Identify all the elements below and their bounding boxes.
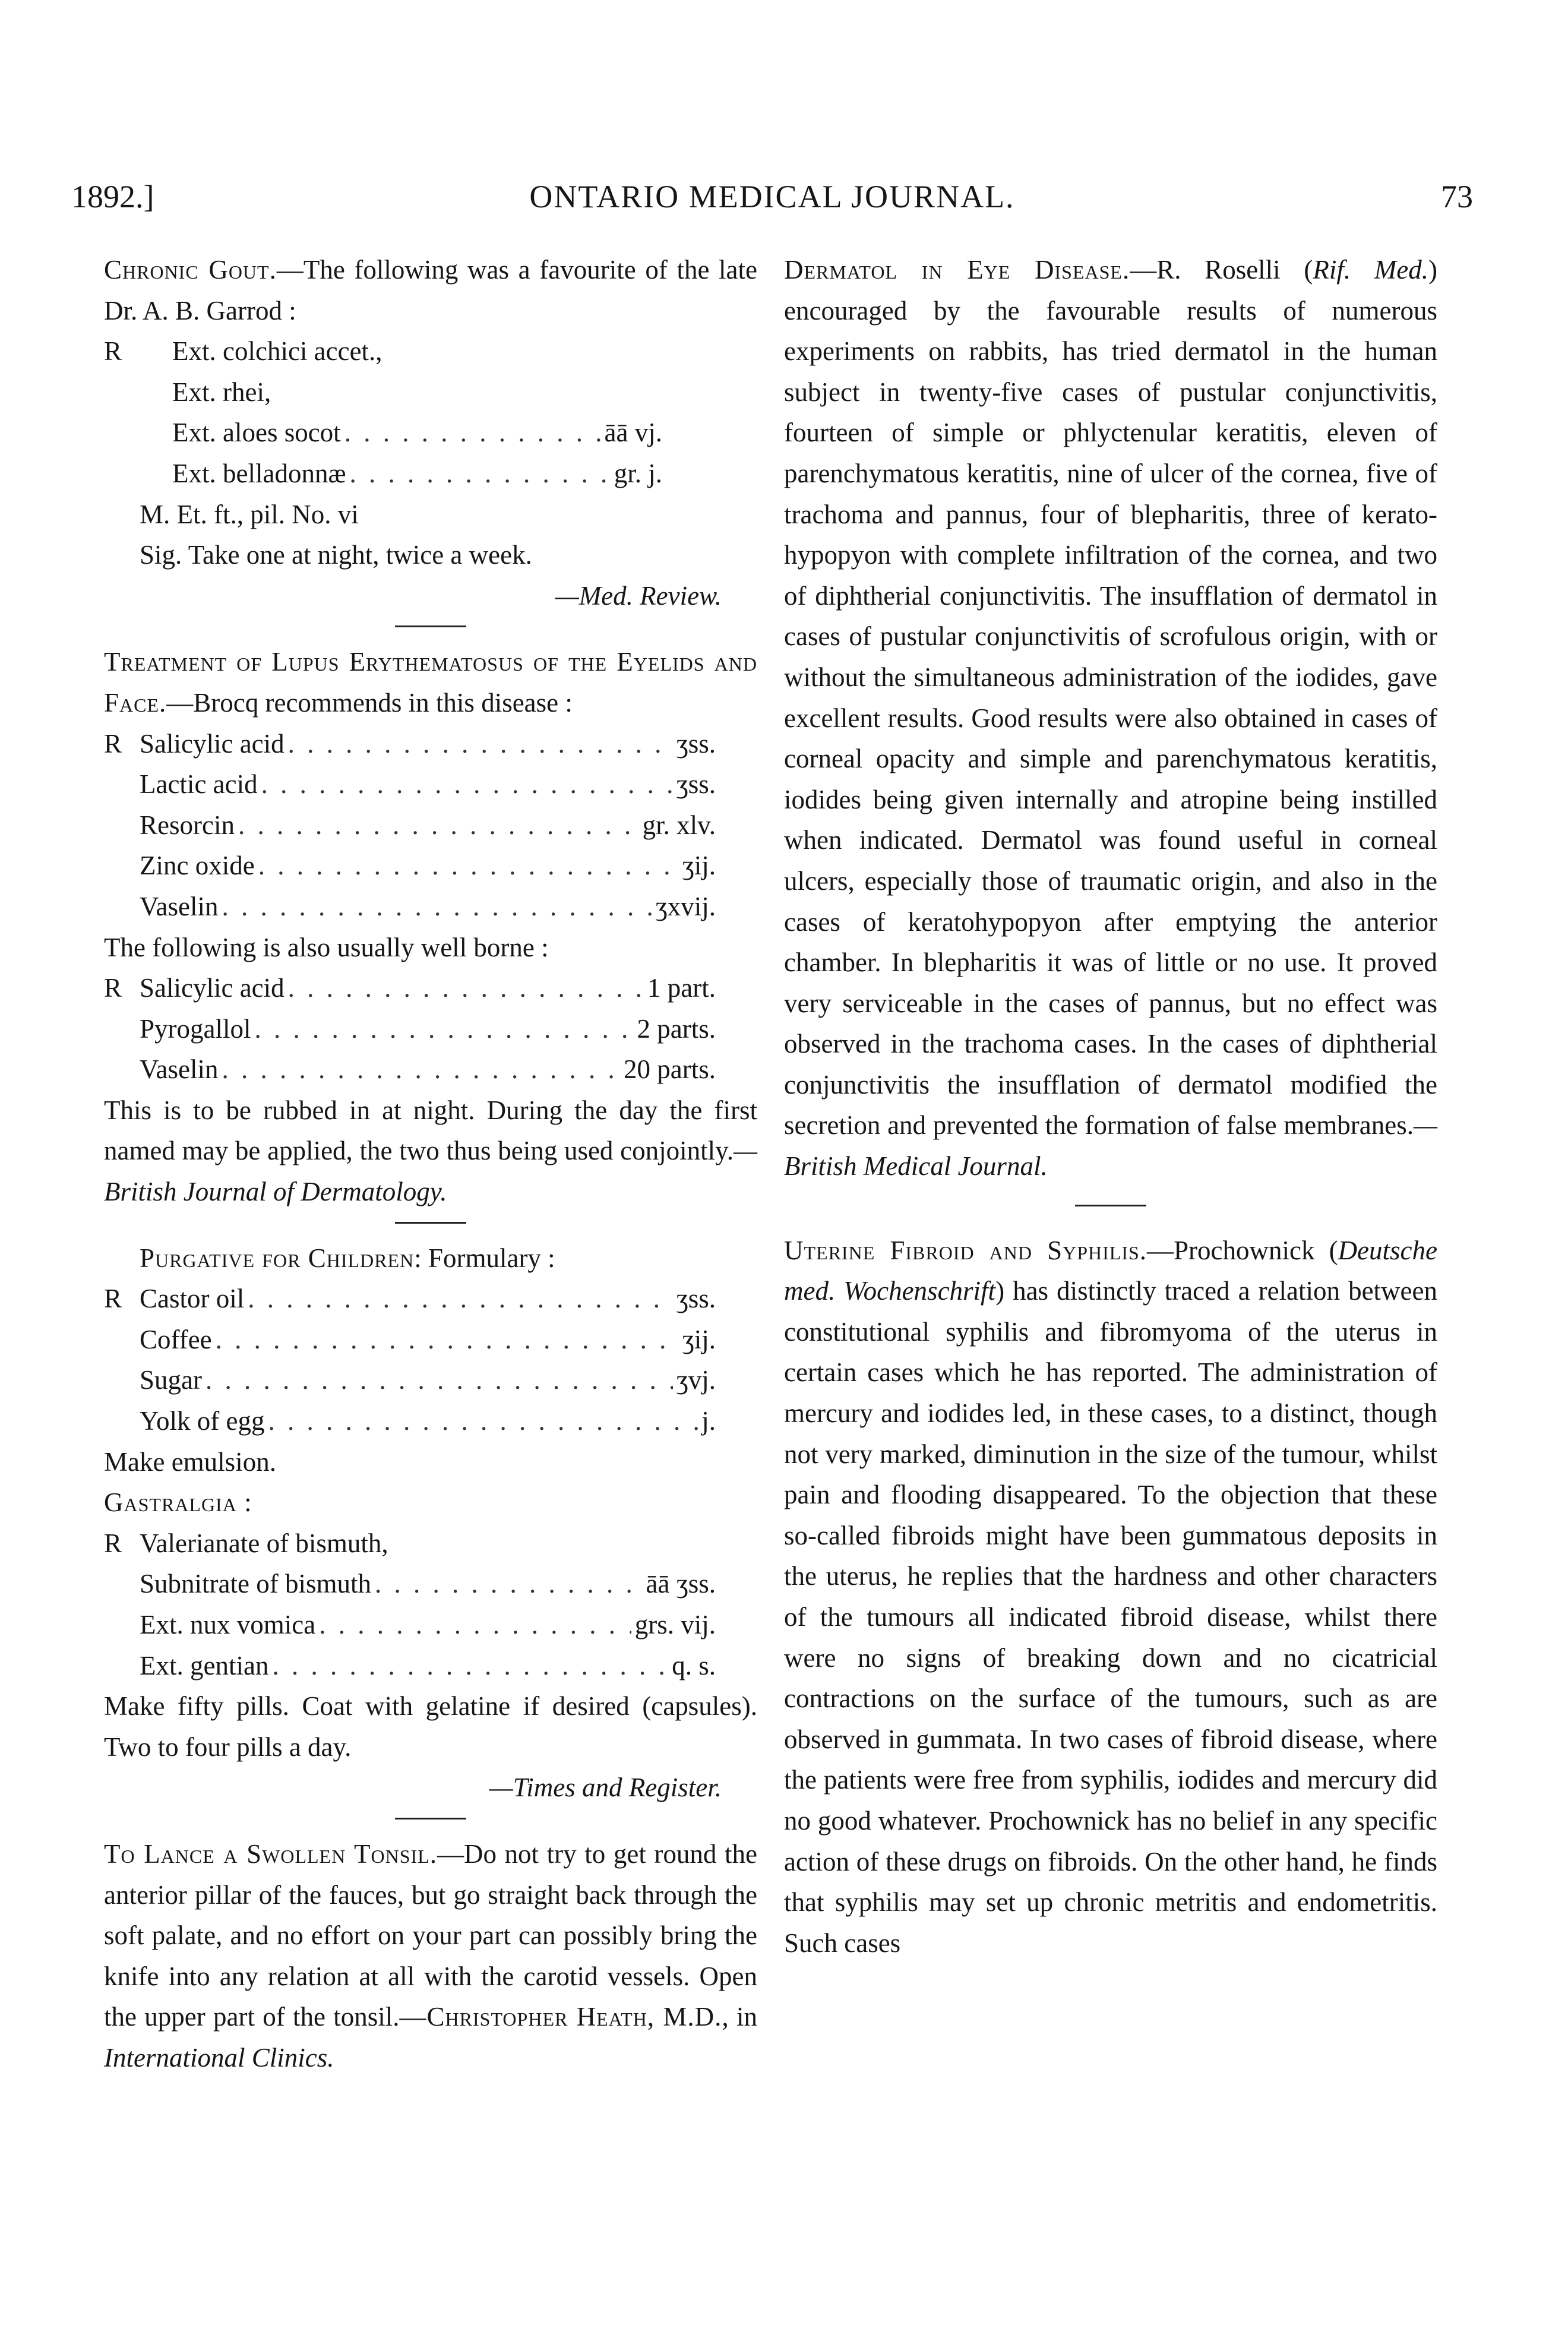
header-year: 1892.] xyxy=(71,179,154,214)
tonsil-title: To Lance a Swollen Tonsil. xyxy=(104,1838,437,1869)
right-column xyxy=(784,249,1437,1963)
rx-line: R Valerianate of bismuth, xyxy=(104,1528,388,1558)
chronic-gout-article xyxy=(104,249,757,616)
dermatol-article xyxy=(784,249,1437,1187)
tonsil-article xyxy=(104,1834,757,2078)
purgative-prescription xyxy=(104,1278,757,1441)
rx-directions: M. Et. ft., pil. No. vi xyxy=(140,499,359,529)
rx-line: Resorcin . . . gr. xlv. xyxy=(104,805,716,846)
lupus-prescription-1 xyxy=(104,724,757,927)
section-divider xyxy=(395,1818,466,1819)
gastralgia-source: —Times and Register. xyxy=(489,1773,722,1803)
uterine-article xyxy=(784,1230,1437,1964)
purgative-article xyxy=(104,1238,757,1483)
lupus-middle-text: The following is also usually well borne : xyxy=(104,932,549,962)
rx-line: Ext. aloes socot . . . āā vj. xyxy=(104,412,757,453)
chronic-gout-title: Chronic Gout. xyxy=(104,255,277,285)
section-divider xyxy=(1075,1205,1146,1206)
tonsil-author: —Christopher Heath, M.D. xyxy=(399,2002,722,2032)
tonsil-source: International Clinics. xyxy=(104,2042,334,2073)
gastralgia-prescription xyxy=(104,1523,757,1686)
section-divider xyxy=(395,626,466,627)
lupus-article xyxy=(104,642,757,1212)
lupus-body: This is to be rubbed in at night. During the day the first named may be applied, the two thus being used conjointly.—British Journal of Dermatology. xyxy=(104,1095,757,1207)
header-title: ONTARIO MEDICAL JOURNAL. xyxy=(529,179,1015,214)
rx-line: R Castor oil . . . ʒss. xyxy=(104,1278,716,1319)
purgative-closing: Make emulsion. xyxy=(104,1446,276,1477)
rx-line: Zinc oxide . . . ʒij. xyxy=(104,845,716,886)
rx-line: R Salicylic acid . . . 1 part. xyxy=(104,968,716,1009)
rx-line: Vaselin . . . 20 parts. xyxy=(104,1049,716,1090)
rx-line: Ext. belladonnæ . . . gr. j. xyxy=(104,453,757,494)
gastralgia-title: Gastralgia : xyxy=(104,1487,252,1518)
dermatol-reference: Rif. Med. xyxy=(1313,255,1429,285)
tonsil-body: To Lance a Swollen Tonsil.—Do not try to get round the anterior pillar of the fauces, but go straight back through the soft palate, and no effort on your part can possibly bring the knife into any relation at all with the carotid vessels. Open the upper part of the tonsil.—Christopher Heath, M.D., in International Clinics. xyxy=(104,1838,757,2073)
gastralgia-closing: Make fifty pills. Coat with gelatine if desired (capsules). Two to four pills a day. xyxy=(104,1691,757,1762)
dermatol-source: —British Medical Journal. xyxy=(784,1110,1437,1182)
left-column xyxy=(104,249,757,2078)
rx-line: R Ext. colchici accet., xyxy=(104,336,382,367)
rx-line: Ext. rhei, xyxy=(172,377,271,407)
chronic-gout-source: —Med. Review. xyxy=(555,580,722,611)
chronic-gout-intro: Chronic Gout.—The following was a favourite of the late Dr. A. B. Garrod : xyxy=(104,255,758,326)
chronic-gout-prescription xyxy=(104,331,757,576)
rx-line: Ext. nux vomica . . . grs. vij. xyxy=(104,1604,716,1645)
page-number: 73 xyxy=(1441,179,1473,214)
gastralgia-article xyxy=(104,1482,757,1808)
lupus-intro: Treatment of Lupus Erythematosus of the Eyelids and Face.—Brocq recommends in this disease : xyxy=(104,647,757,718)
rx-line: Lactic acid . . . ʒss. xyxy=(104,764,716,805)
running-header xyxy=(71,178,1473,226)
uterine-reference: Deutsche med. Wochenschrift xyxy=(784,1235,1437,1306)
lupus-title: Treatment of Lupus Erythematosus of the Eyelids and Face. xyxy=(104,647,757,718)
rx-line: R Salicylic acid . . . ʒss. xyxy=(104,724,716,765)
rx-line: Ext. gentian . . . q. s. xyxy=(104,1645,716,1686)
rx-line: Sugar . . . ʒvj. xyxy=(104,1360,716,1401)
dermatol-title: Dermatol in Eye Disease. xyxy=(784,255,1130,285)
rx-line: Pyrogallol . . . 2 parts. xyxy=(104,1009,716,1050)
lupus-source: —British Journal of Dermatology. xyxy=(104,1136,757,1207)
dermatol-body: Dermatol in Eye Disease.—R. Roselli (Rif. Med.) encouraged by the favourable results of numerous experiments on rabbits, has tried dermatol in the human subject in twenty-five cases of pustular conjunctivitis, fourteen of simple or phlyctenular keratitis, eleven of parenchymatous keratitis, nine of ulcer of the cornea, five of trachoma and pannus, four of blepharitis, three of kerato-hypopyon with complete infiltration of the cornea, and two of diphtherial conjunctivitis. The insufflation of dermatol in cases of pustular conjunctivitis of scrofulous origin, with or without the simultaneous administration of the iodides, gave excellent results. Good results were also obtained in cases of corneal opacity and simple and parenchymatous keratitis, iodides being given internally and atropine being instilled when indicated. Dermatol was found useful in corneal ulcers, especially those of traumatic origin, and also in the cases of keratohypopyon after emptying the anterior chamber. In blepharitis it was of little or no use. It proved very serviceable in the cases of pannus, but no effect was observed in the trachoma cases. In the cases of diphtherial conjunctivitis the insufflation of dermatol modified the secretion and prevented the formation of false membranes.—British Medical Journal. xyxy=(784,255,1438,1182)
rx-line: Coffee . . . ʒij. xyxy=(104,1319,716,1360)
rx-line: Yolk of egg . . . j. xyxy=(104,1401,716,1442)
purgative-heading: Purgative for Children: Formulary : xyxy=(140,1243,555,1273)
rx-signature: Sig. Take one at night, twice a week. xyxy=(140,540,532,570)
lupus-prescription-2 xyxy=(104,968,757,1090)
section-divider xyxy=(395,1222,466,1224)
rx-line: Vaselin . . . ʒxvij. xyxy=(104,886,716,927)
uterine-body: Uterine Fibroid and Syphilis.—Prochownick (Deutsche med. Wochenschrift) has distinctly traced a relation between constitutional syphilis and fibromyoma of the uterus in certain cases which he has reported. The administration of mercury and iodides led, in these cases, to a distinct, though not very marked, diminution in the size of the tumour, whilst pain and flooding disappeared. To the objection that these so-called fibroids might have been gummatous deposits in the uterus, he replies that the hardness and other characters of the tumours all indicated fibroid disease, whilst there were no signs of breaking down and no cicatricial contractions on the surface of the tumours, such as are observed in gummata. In two cases of fibroid disease, where the patients were free from syphilis, iodides and mercury did no good whatever. Prochownick has no belief in any specific action of these drugs on fibroids. On the other hand, he finds that syphilis may set up chronic metritis and endometritis. Such cases xyxy=(784,1235,1437,1958)
uterine-title: Uterine Fibroid and Syphilis. xyxy=(784,1235,1147,1265)
rx-line: Subnitrate of bismuth . . . āā ʒss. xyxy=(104,1563,716,1604)
purgative-title: Purgative for Children xyxy=(140,1243,415,1273)
